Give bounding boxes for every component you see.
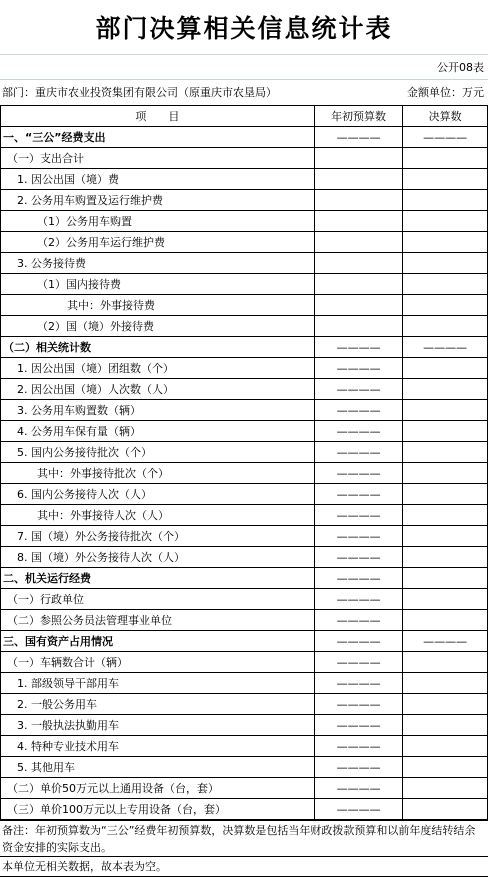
row-final-value: [403, 652, 488, 673]
row-label: 5. 其他用车: [1, 757, 315, 778]
row-final-value: [403, 547, 488, 568]
row-label: （2）国（境）外接待费: [1, 316, 315, 337]
row-budget-value: ————: [314, 379, 403, 400]
row-final-value: [403, 295, 488, 316]
row-final-value: ————: [403, 127, 488, 148]
row-final-value: ————: [403, 337, 488, 358]
row-label: 3. 公务接待费: [1, 253, 315, 274]
row-label: 2. 一般公务用车: [1, 694, 315, 715]
row-budget-value: ————: [314, 421, 403, 442]
form-number: 公开08表: [437, 61, 484, 74]
row-final-value: [403, 211, 488, 232]
table-row: [1, 190, 488, 211]
table-row: [1, 253, 488, 274]
row-label: 1. 部级领导干部用车: [1, 673, 315, 694]
table-row: [1, 421, 488, 442]
row-final-value: [403, 169, 488, 190]
row-final-value: [403, 610, 488, 631]
row-final-value: [403, 589, 488, 610]
table-row: [1, 127, 488, 148]
row-label: 三、国有资产占用情况: [1, 631, 315, 652]
row-final-value: [403, 694, 488, 715]
row-final-value: [403, 799, 488, 820]
row-label: 其中：外事接待人次（人）: [1, 505, 315, 526]
row-budget-value: ————: [314, 736, 403, 757]
table-row: [1, 652, 488, 673]
row-label: 6. 国内公务接待人次（人）: [1, 484, 315, 505]
row-budget-value: [314, 316, 403, 337]
statistics-table: [0, 105, 488, 820]
table-row: [1, 232, 488, 253]
row-final-value: [403, 484, 488, 505]
table-row: [1, 757, 488, 778]
footnote-remark: 备注：年初预算数为“三公”经费年初预算数，决算数是包括当年财政拨款预算和以前年度结转结余资金安排的实际支出。: [2, 824, 476, 854]
row-label: （1）公务用车购置: [1, 211, 315, 232]
table-row: [1, 673, 488, 694]
row-label: 2. 公务用车购置及运行维护费: [1, 190, 315, 211]
row-final-value: [403, 316, 488, 337]
row-budget-value: ————: [314, 673, 403, 694]
row-budget-value: ————: [314, 568, 403, 589]
row-label: （1）国内接待费: [1, 274, 315, 295]
row-final-value: [403, 757, 488, 778]
page-title: 部门决算相关信息统计表: [95, 14, 393, 43]
row-budget-value: ————: [314, 715, 403, 736]
row-final-value: [403, 421, 488, 442]
table-row: [1, 274, 488, 295]
row-budget-value: ————: [314, 484, 403, 505]
row-budget-value: ————: [314, 589, 403, 610]
table-row: [1, 694, 488, 715]
table-row: [1, 295, 488, 316]
table-row: [1, 484, 488, 505]
row-final-value: [403, 148, 488, 169]
row-final-value: [403, 190, 488, 211]
row-label: （一）支出合计: [1, 148, 315, 169]
row-budget-value: ————: [314, 442, 403, 463]
row-final-value: [403, 253, 488, 274]
row-label: 二、机关运行经费: [1, 568, 315, 589]
row-budget-value: ————: [314, 358, 403, 379]
row-label: 2. 因公出国（境）人次数（人）: [1, 379, 315, 400]
row-label: 3. 公务用车购置数（辆）: [1, 400, 315, 421]
table-row: [1, 169, 488, 190]
table-header-row: [1, 106, 488, 127]
row-final-value: [403, 526, 488, 547]
table-row: [1, 148, 488, 169]
row-budget-value: ————: [314, 526, 403, 547]
row-budget-value: ————: [314, 400, 403, 421]
row-label: 1. 因公出国（境）团组数（个）: [1, 358, 315, 379]
row-budget-value: [314, 274, 403, 295]
row-budget-value: ————: [314, 505, 403, 526]
row-budget-value: [314, 211, 403, 232]
footnote-empty: 本单位无相关数据，故本表为空。: [2, 860, 167, 873]
table-row: [1, 799, 488, 820]
row-final-value: [403, 778, 488, 799]
row-budget-value: ————: [314, 799, 403, 820]
table-row: [1, 400, 488, 421]
row-budget-value: [314, 148, 403, 169]
row-budget-value: ————: [314, 757, 403, 778]
table-row: [1, 505, 488, 526]
row-label: 8. 国（境）外公务接待人次（人）: [1, 547, 315, 568]
table-row: [1, 316, 488, 337]
header-budget: 年初预算数: [314, 106, 403, 127]
table-row: [1, 778, 488, 799]
row-final-value: [403, 715, 488, 736]
row-final-value: [403, 442, 488, 463]
row-budget-value: ————: [314, 631, 403, 652]
row-budget-value: ————: [314, 463, 403, 484]
row-label: 其中：外事接待批次（个）: [1, 463, 315, 484]
table-row: [1, 736, 488, 757]
row-label: 3. 一般执法执勤用车: [1, 715, 315, 736]
row-label: 一、“三公”经费支出: [1, 127, 315, 148]
header-final: 决算数: [403, 106, 488, 127]
unit-label: 金额单位：万元: [407, 86, 484, 99]
table-row: [1, 526, 488, 547]
row-label: （一）行政单位: [1, 589, 315, 610]
row-budget-value: [314, 295, 403, 316]
row-budget-value: ————: [314, 547, 403, 568]
table-row: [1, 631, 488, 652]
row-budget-value: [314, 169, 403, 190]
row-label: 4. 特种专业技术用车: [1, 736, 315, 757]
row-final-value: [403, 379, 488, 400]
row-label: 4. 公务用车保有量（辆）: [1, 421, 315, 442]
row-label: （一）车辆数合计（辆）: [1, 652, 315, 673]
row-budget-value: ————: [314, 652, 403, 673]
row-final-value: [403, 232, 488, 253]
row-label: （二）相关统计数: [1, 337, 315, 358]
row-final-value: [403, 505, 488, 526]
row-budget-value: ————: [314, 694, 403, 715]
row-label: 1. 因公出国（境）费: [1, 169, 315, 190]
department-label: 部门：重庆市农业投资集团有限公司（原重庆市农垦局）: [2, 86, 277, 99]
row-final-value: [403, 736, 488, 757]
table-row: [1, 715, 488, 736]
row-budget-value: ————: [314, 610, 403, 631]
table-row: [1, 610, 488, 631]
row-label: （二）参照公务员法管理事业单位: [1, 610, 315, 631]
table-row: [1, 463, 488, 484]
table-row: [1, 211, 488, 232]
header-item: 项 目: [1, 106, 315, 127]
row-budget-value: [314, 232, 403, 253]
table-row: [1, 442, 488, 463]
row-budget-value: ————: [314, 778, 403, 799]
row-budget-value: ————: [314, 337, 403, 358]
row-final-value: [403, 673, 488, 694]
table-row: [1, 337, 488, 358]
row-label: 其中：外事接待费: [1, 295, 315, 316]
row-final-value: [403, 400, 488, 421]
row-budget-value: [314, 190, 403, 211]
row-label: （三）单价100万元以上专用设备（台，套）: [1, 799, 315, 820]
row-final-value: [403, 358, 488, 379]
row-label: （2）公务用车运行维护费: [1, 232, 315, 253]
table-row: [1, 358, 488, 379]
row-final-value: [403, 568, 488, 589]
row-final-value: [403, 463, 488, 484]
row-budget-value: ————: [314, 127, 403, 148]
row-label: （二）单价50万元以上通用设备（台，套）: [1, 778, 315, 799]
table-row: [1, 379, 488, 400]
row-budget-value: [314, 253, 403, 274]
row-final-value: [403, 274, 488, 295]
table-row: [1, 568, 488, 589]
table-row: [1, 547, 488, 568]
row-label: 5. 国内公务接待批次（个）: [1, 442, 315, 463]
table-row: [1, 589, 488, 610]
row-final-value: ————: [403, 631, 488, 652]
row-label: 7. 国（境）外公务接待批次（个）: [1, 526, 315, 547]
